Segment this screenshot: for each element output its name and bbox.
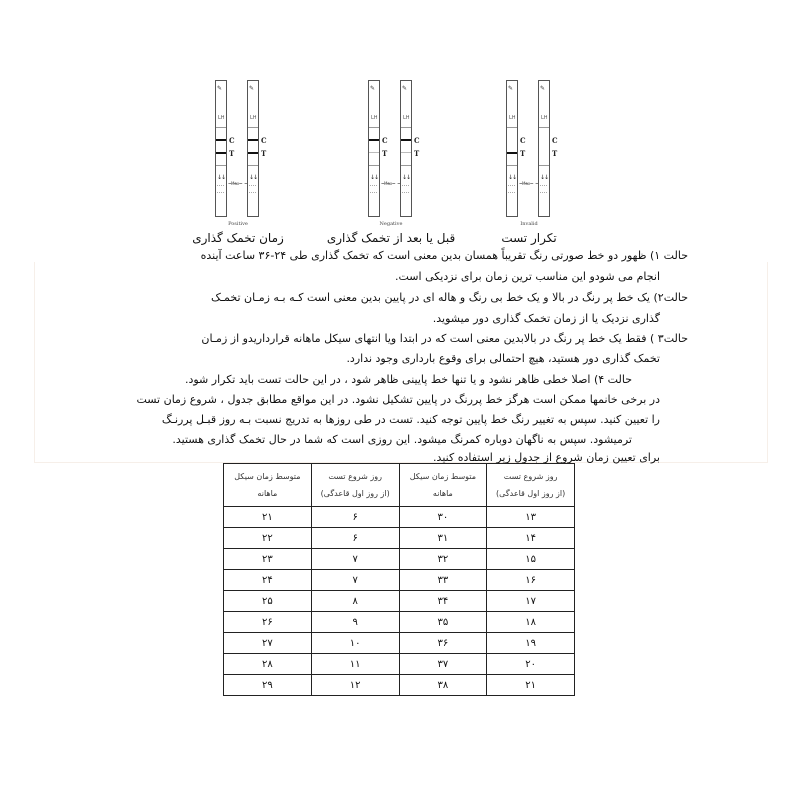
header-test-start-day: روز شروع تست (از روز اول قاعدگی) — [487, 464, 575, 507]
paragraph-note: در برخی خانمها ممکن است هرگز خط پررنگ در پایین تشکیل نشود. در این مواقع مطابق جدول ، شروع زمان تست — [136, 393, 660, 406]
faint-test-line — [401, 152, 411, 153]
arrow-down-icon: ↓↓ — [540, 174, 549, 181]
paragraph-case-3-cont: تخمک گذاری دور هستید، هیچ احتمالی برای وقوع بارداری وجود ندارد. — [346, 352, 660, 365]
table-row — [224, 549, 575, 570]
strip-divider — [401, 165, 411, 166]
table-row — [224, 654, 575, 675]
table-cell: ۳۱ — [399, 528, 487, 549]
paragraph-note-cont: ترمیشود. سپس به ناگهان دوباره کمرنگ میشود. این روزی است که شما در حال تخمک گذاری هستید. — [172, 433, 632, 446]
wave-icon — [540, 185, 547, 193]
table-cell: ۹ — [311, 612, 399, 633]
test-band — [507, 152, 517, 154]
faint-test-line — [369, 152, 379, 153]
paragraph-case-1: حالت ۱) ظهور دو خط صورتی رنگ تقریباً همسان بدین معنی است که تخمک گذاری طی ۲۴-۳۶ ساعت آینده — [200, 249, 688, 262]
paragraph-table-intro: برای تعیین زمان شروع از جدول زیر استفاده کنید. — [433, 451, 660, 464]
test-band — [216, 152, 226, 154]
wave-icon — [402, 185, 409, 193]
test-line-label: T — [520, 149, 526, 158]
test-line-label: T — [552, 149, 558, 158]
control-band — [248, 139, 258, 141]
arrow-down-icon: ↓↓ — [508, 174, 517, 181]
table-cell: ۲۴ — [224, 570, 312, 591]
test-line-label: T — [229, 149, 235, 158]
table-cell: ۳۳ — [399, 570, 487, 591]
table-row — [224, 591, 575, 612]
strip-text: LH — [218, 115, 225, 121]
table-cell: ۳۸ — [399, 675, 487, 696]
table-cell: ۳۴ — [399, 591, 487, 612]
header-avg-cycle-length: متوسط زمان سیکل ماهانه — [224, 464, 312, 507]
table-cell: ۲۲ — [224, 528, 312, 549]
wave-icon — [217, 185, 224, 193]
control-line-label: C — [552, 136, 558, 145]
table-cell: ۲۱ — [487, 675, 575, 696]
control-band — [401, 139, 411, 141]
strip-divider — [216, 165, 226, 166]
strip-caption: قبل یا بعد از تخمک گذاری — [326, 231, 456, 245]
control-line-label: C — [520, 136, 526, 145]
table-cell: ۳۲ — [399, 549, 487, 570]
strip-divider — [507, 165, 517, 166]
strip-divider — [401, 127, 411, 128]
table-cell: ۲۰ — [487, 654, 575, 675]
strip-result-label: Negative — [379, 221, 403, 227]
table-cell: ۳۵ — [399, 612, 487, 633]
max-label: Max — [231, 181, 240, 186]
table-cell: ۲۶ — [224, 612, 312, 633]
paragraph-case-2-cont: گذاری نزدیک یا از زمان تخمک گذاری دور میشوید. — [432, 312, 660, 325]
paragraph-case-3: حالت۳ ) فقط یک خط پر رنگ در بالابدین معنی است که در ابتدا ویا انتهای سیکل ماهانه قراردارید‌و از زمـان — [201, 332, 688, 345]
dropper-icon: ✎ — [402, 85, 408, 92]
control-line-label: C — [382, 136, 388, 145]
dropper-icon: ✎ — [217, 85, 223, 92]
strip-divider — [539, 127, 549, 128]
table-row — [224, 570, 575, 591]
table-cell: ۱۳ — [487, 507, 575, 528]
table-cell: ۲۵ — [224, 591, 312, 612]
paragraph-case-1-cont: انجام می شودو این مناسب ترین زمان برای نزدیکی است. — [395, 270, 660, 283]
strip-group-invalid — [496, 80, 606, 250]
strip-divider — [507, 127, 517, 128]
test-line-label: T — [261, 149, 267, 158]
header-avg-cycle-length: متوسط زمان سیکل ماهانه — [399, 464, 487, 507]
max-label: Max — [522, 181, 531, 186]
table-cell: ۱۶ — [487, 570, 575, 591]
strip-text: LH — [541, 115, 548, 121]
table-row — [224, 528, 575, 549]
strip-text: LH — [250, 115, 257, 121]
table-cell: ۱۹ — [487, 633, 575, 654]
test-strip — [400, 80, 412, 217]
test-strip — [506, 80, 518, 217]
test-strip — [215, 80, 227, 217]
strip-caption: تکرار تست — [501, 231, 557, 245]
paragraph-case-4: حالت ۴) اصلا خطی ظاهر نشود و یا تنها خط پایینی ظاهر شود ، در این حالت تست باید تکرار شود. — [184, 373, 632, 386]
arrow-down-icon: ↓↓ — [370, 174, 379, 181]
table-cell: ۲۱ — [224, 507, 312, 528]
strip-result-label: Positive — [228, 221, 248, 227]
strip-divider — [248, 165, 258, 166]
cycle-start-table — [223, 463, 575, 696]
table-cell: ۷ — [311, 570, 399, 591]
table-cell: ۳۷ — [399, 654, 487, 675]
strip-group-positive — [192, 80, 315, 250]
table-row — [224, 633, 575, 654]
table-cell: ۲۷ — [224, 633, 312, 654]
header-test-start-day: روز شروع تست (از روز اول قاعدگی) — [311, 464, 399, 507]
table-cell: ۳۶ — [399, 633, 487, 654]
table-cell: ۱۸ — [487, 612, 575, 633]
table-cell: ۱۷ — [487, 591, 575, 612]
table-row — [224, 675, 575, 696]
wave-icon — [508, 185, 515, 193]
table-cell: ۲۹ — [224, 675, 312, 696]
dropper-icon: ✎ — [540, 85, 546, 92]
table-row — [224, 612, 575, 633]
table-cell: ۱۰ — [311, 633, 399, 654]
dropper-icon: ✎ — [249, 85, 255, 92]
strip-divider — [369, 165, 379, 166]
table-cell: ۱۲ — [311, 675, 399, 696]
test-strip — [368, 80, 380, 217]
table-cell: ۲۸ — [224, 654, 312, 675]
table-row — [224, 507, 575, 528]
max-label: Max — [384, 181, 393, 186]
wave-icon — [370, 185, 377, 193]
arrow-down-icon: ↓↓ — [249, 174, 258, 181]
test-line-label: T — [382, 149, 388, 158]
arrow-down-icon: ↓↓ — [217, 174, 226, 181]
strip-divider — [369, 127, 379, 128]
table-cell: ۸ — [311, 591, 399, 612]
test-line-label: T — [414, 149, 420, 158]
strip-text: LH — [509, 115, 516, 121]
strip-divider — [216, 127, 226, 128]
table-cell: ۱۵ — [487, 549, 575, 570]
strip-group-negative — [326, 80, 468, 250]
table-cell: ۶ — [311, 528, 399, 549]
arrow-down-icon: ↓↓ — [402, 174, 411, 181]
dropper-icon: ✎ — [370, 85, 376, 92]
control-line-label: C — [229, 136, 235, 145]
test-band — [248, 152, 258, 154]
control-line-label: C — [414, 136, 420, 145]
table-cell: ۶ — [311, 507, 399, 528]
table-cell: ۲۳ — [224, 549, 312, 570]
strip-text: LH — [403, 115, 410, 121]
strip-result-label: Invalid — [520, 221, 538, 227]
control-band — [216, 139, 226, 141]
test-strip — [247, 80, 259, 217]
strip-text: LH — [371, 115, 378, 121]
strip-divider — [248, 127, 258, 128]
paragraph-note-cont: را تعیین کنید. سپس به تغییر رنگ خط پایین توجه کنید. تست در طی روزها به تدریج نسبت بـه روز قبـل پررنـگ — [161, 413, 660, 426]
wave-icon — [249, 185, 256, 193]
table-cell: ۷ — [311, 549, 399, 570]
control-line-label: C — [261, 136, 267, 145]
test-strip — [538, 80, 550, 217]
table-cell: ۳۰ — [399, 507, 487, 528]
table-cell: ۱۱ — [311, 654, 399, 675]
control-band — [369, 139, 379, 141]
table-header-row — [224, 464, 575, 507]
table-cell: ۱۴ — [487, 528, 575, 549]
strip-divider — [539, 165, 549, 166]
dropper-icon: ✎ — [508, 85, 514, 92]
strip-caption: زمان تخمک گذاری — [192, 231, 284, 245]
paragraph-case-2: حالت۲) یک خط پر رنگ در بالا و یک خط بی رنگ و هاله ای در پایین بدین معنی است کـه بـه زمـان تخمـک — [210, 291, 688, 304]
